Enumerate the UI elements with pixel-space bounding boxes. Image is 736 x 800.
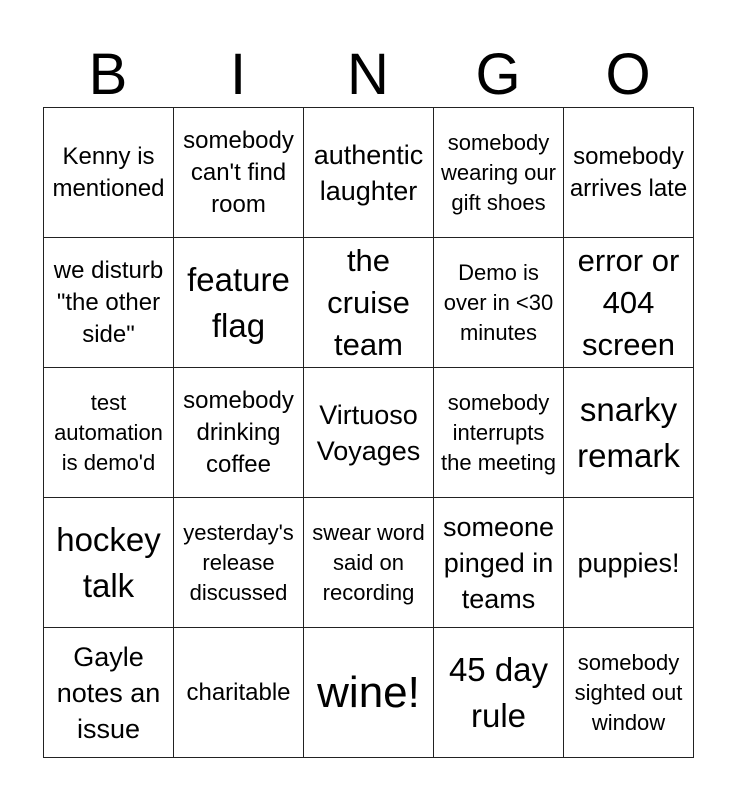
bingo-cell: the cruise team: [304, 238, 434, 368]
bingo-cell: someone pinged in teams: [434, 498, 564, 628]
bingo-cell: somebody drinking coffee: [174, 368, 304, 498]
bingo-cell: Gayle notes an issue: [44, 628, 174, 758]
bingo-cell: wine!: [304, 628, 434, 758]
bingo-cell: error or 404 screen: [564, 238, 694, 368]
bingo-cell: Kenny is mentioned: [44, 108, 174, 238]
bingo-cell: snarky remark: [564, 368, 694, 498]
bingo-cell: somebody sighted out window: [564, 628, 694, 758]
header-letter-n: N: [347, 42, 389, 107]
bingo-header: [43, 42, 693, 108]
bingo-cell: Demo is over in <30 minutes: [434, 238, 564, 368]
bingo-cell: charitable: [174, 628, 304, 758]
bingo-cell: test automation is demo'd: [44, 368, 174, 498]
bingo-cell: we disturb "the other side": [44, 238, 174, 368]
bingo-cell: hockey talk: [44, 498, 174, 628]
bingo-cell: somebody can't find room: [174, 108, 304, 238]
bingo-cell: puppies!: [564, 498, 694, 628]
board-row: [44, 628, 694, 758]
bingo-cell: swear word said on recording: [304, 498, 434, 628]
bingo-cell: Virtuoso Voyages: [304, 368, 434, 498]
header-letter-i: I: [229, 42, 247, 107]
board-row: [44, 498, 694, 628]
header-letter-g: G: [475, 42, 521, 107]
bingo-cell: authentic laughter: [304, 108, 434, 238]
header-letter-o: O: [605, 42, 651, 107]
board-row: [44, 108, 694, 238]
bingo-board: [43, 107, 694, 758]
bingo-cell: feature flag: [174, 238, 304, 368]
bingo-cell: yesterday's release discussed: [174, 498, 304, 628]
bingo-cell: somebody arrives late: [564, 108, 694, 238]
board-row: [44, 368, 694, 498]
header-letter-b: B: [88, 42, 128, 107]
bingo-cell: somebody wearing our gift shoes: [434, 108, 564, 238]
bingo-cell: somebody interrupts the meeting: [434, 368, 564, 498]
bingo-cell: 45 day rule: [434, 628, 564, 758]
board-row: [44, 238, 694, 368]
